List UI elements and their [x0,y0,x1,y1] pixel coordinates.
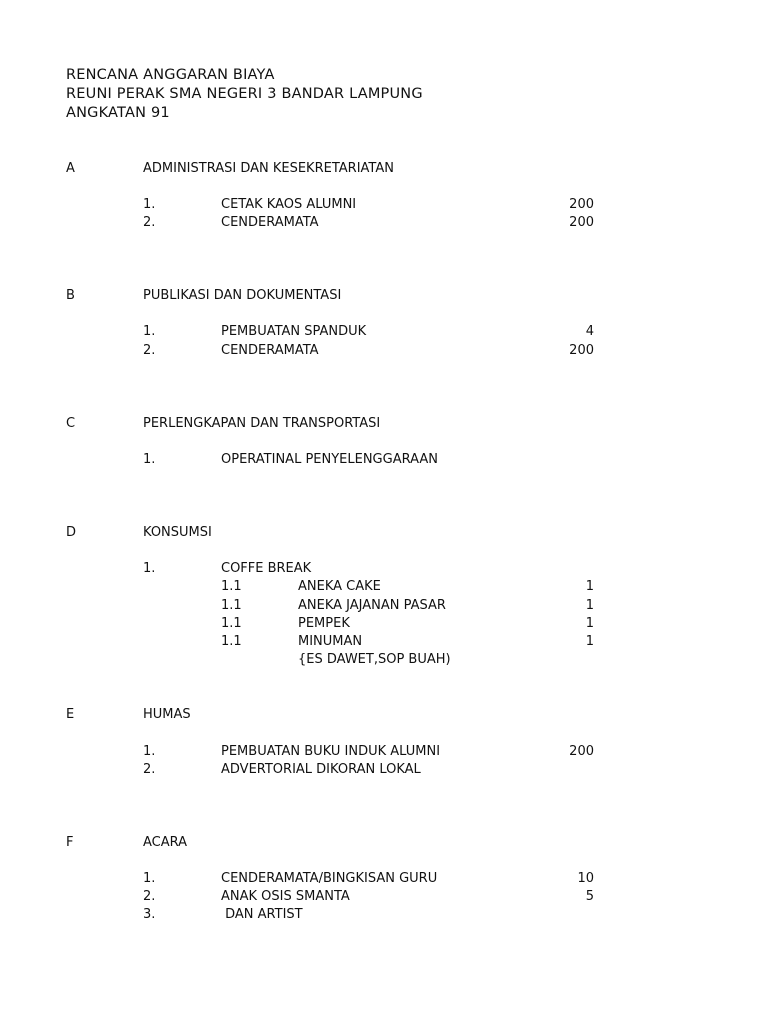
item-quantity: 200 [569,744,594,759]
item-number: 3. [143,907,156,922]
section-letter: E [66,707,75,722]
section-title: ADMINISTRASI DAN KESEKRETARIATAN [143,161,394,176]
section-title: KONSUMSI [143,525,212,540]
subitem-number: 1.1 [221,616,242,631]
item-number: 2. [143,762,156,777]
item-label: COFFE BREAK [221,561,312,576]
item-label: OPERATINAL PENYELENGGARAAN [221,452,438,467]
subitem-number: 1.1 [221,634,242,649]
doc-title-line-3: ANGKATAN 91 [66,105,170,121]
section-letter: F [66,835,74,850]
subitem-label: ANEKA CAKE [298,579,381,594]
section-title: PUBLIKASI DAN DOKUMENTASI [143,288,342,303]
item-label: ANAK OSIS SMANTA [221,889,350,904]
item-label: DAN ARTIST [221,907,303,922]
item-number: 1. [143,871,156,886]
subitem-quantity: 1 [585,598,594,613]
item-label: CENDERAMATA [221,215,319,230]
subitem-label: MINUMAN [298,634,363,649]
subitem-label: PEMPEK [298,616,350,631]
item-number: 2. [143,889,156,904]
section-title: ACARA [143,835,188,850]
item-quantity: 4 [585,324,594,339]
section-title: HUMAS [143,707,191,722]
subitem-number: 1.1 [221,579,242,594]
item-number: 1. [143,561,156,576]
item-label: CENDERAMATA/BINGKISAN GURU [221,871,438,886]
subitem-label: ANEKA JAJANAN PASAR [298,598,446,613]
item-number: 2. [143,343,156,358]
item-quantity: 10 [577,871,594,886]
item-quantity: 5 [585,889,594,904]
subitem-quantity: 1 [585,616,594,631]
subitem-note: {ES DAWET,SOP BUAH) [298,652,451,667]
section-letter: A [66,161,75,176]
item-quantity: 200 [569,197,594,212]
item-label: PEMBUATAN BUKU INDUK ALUMNI [221,744,441,759]
section-title: PERLENGKAPAN DAN TRANSPORTASI [143,416,381,431]
subitem-quantity: 1 [585,579,594,594]
item-label: CENDERAMATA [221,343,319,358]
item-quantity: 200 [569,215,594,230]
subitem-number: 1.1 [221,598,242,613]
item-label: CETAK KAOS ALUMNI [221,197,357,212]
subitem-quantity: 1 [585,634,594,649]
section-letter: B [66,288,75,303]
doc-title-line-1: RENCANA ANGGARAN BIAYA [66,67,275,83]
item-label: ADVERTORIAL DIKORAN LOKAL [221,762,421,777]
item-number: 2. [143,215,156,230]
section-letter: C [66,416,76,431]
item-number: 1. [143,744,156,759]
doc-title-line-2: REUNI PERAK SMA NEGERI 3 BANDAR LAMPUNG [66,86,423,102]
item-number: 1. [143,324,156,339]
item-number: 1. [143,452,156,467]
item-label: PEMBUATAN SPANDUK [221,324,367,339]
item-number: 1. [143,197,156,212]
section-letter: D [66,525,77,540]
item-quantity: 200 [569,343,594,358]
